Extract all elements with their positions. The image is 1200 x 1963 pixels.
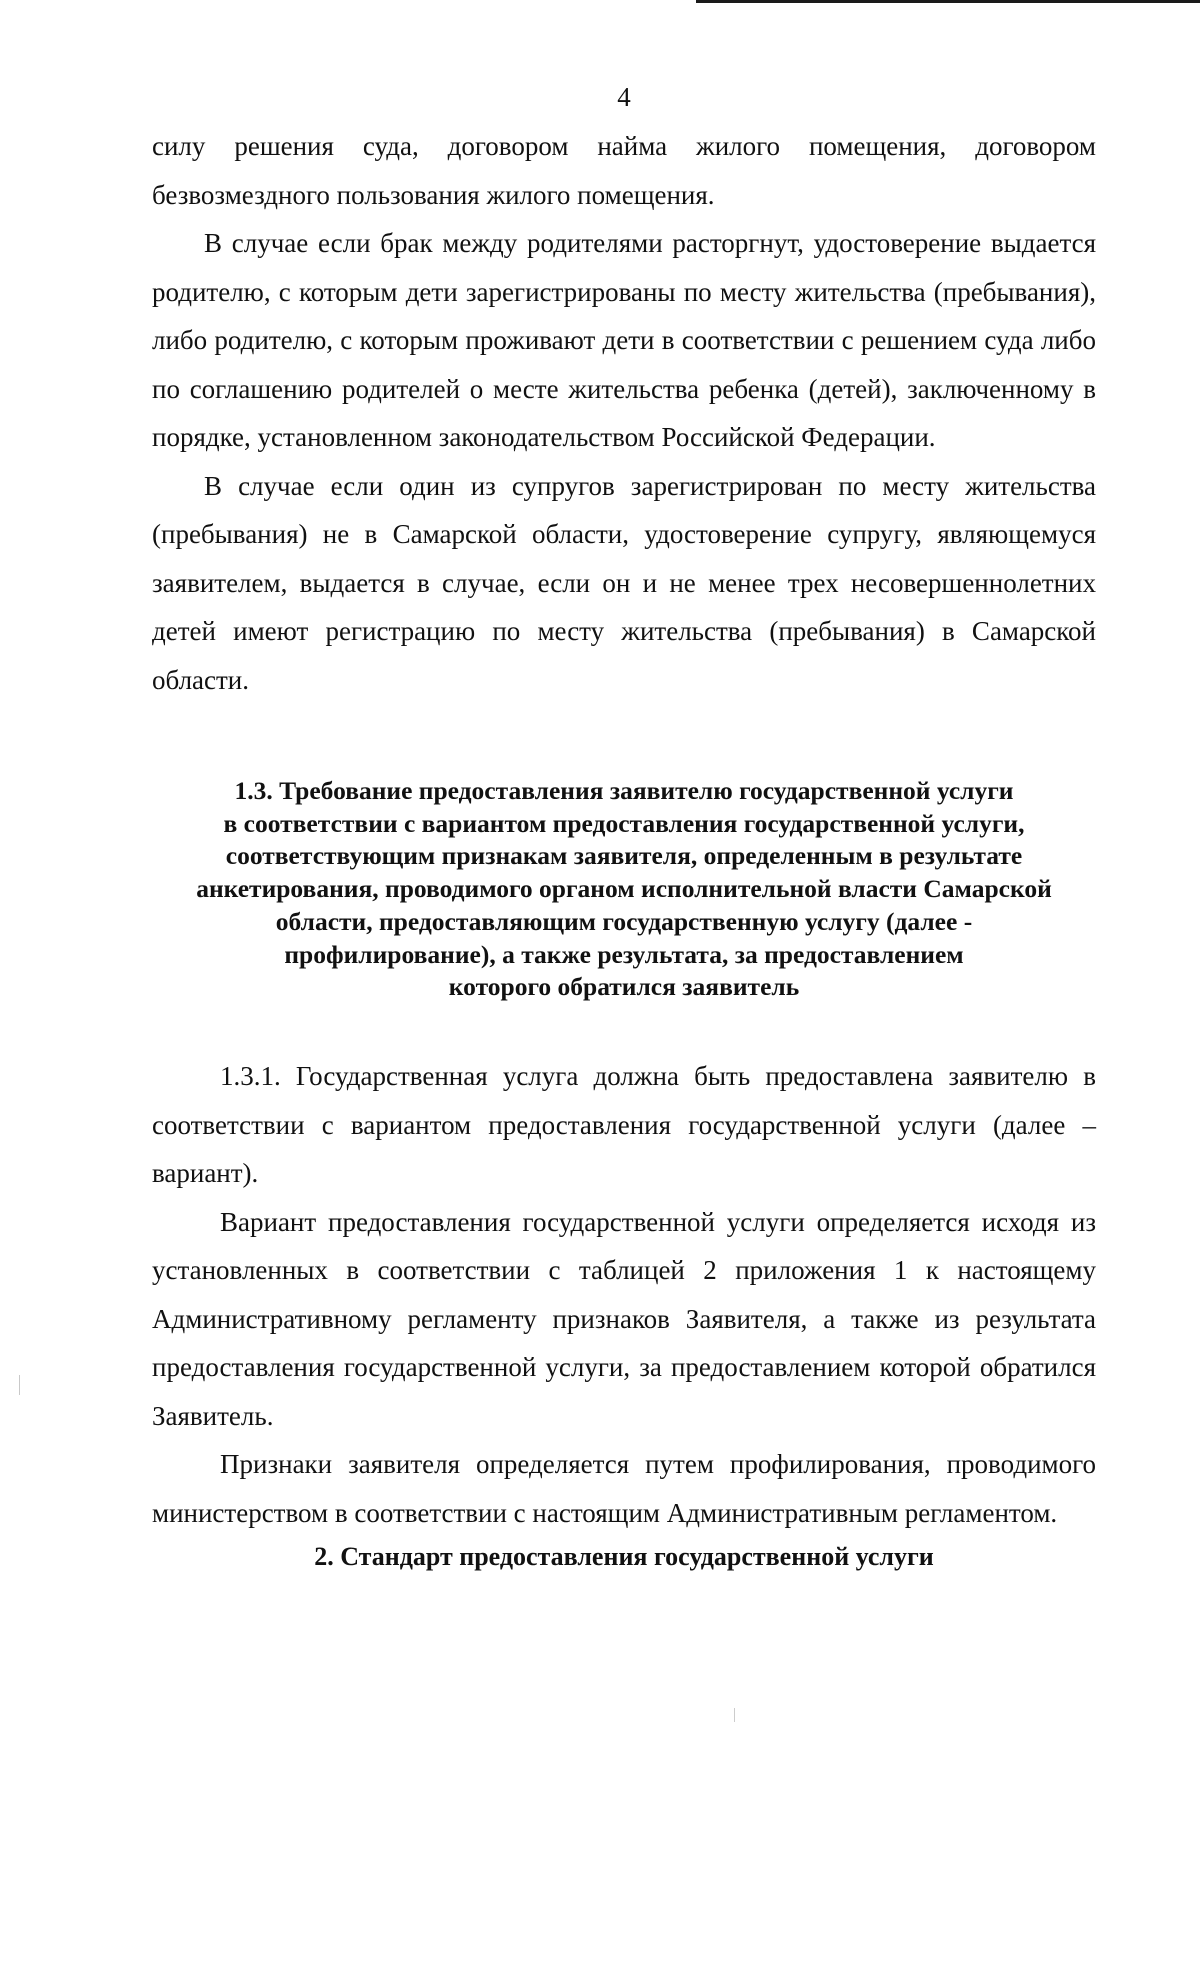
scan-artifact-mark xyxy=(19,1375,20,1395)
paragraph-divorce-case: В случае если брак между родителями расторгнут, удостоверение выдается родителю, с которым дети зарегистрированы по месту жительства (пребывания), либо родителю, с которым проживают дети в соответствии с решением суда либо по соглашению родителей о месте жительства ребенка (детей), заключенному в порядке, установленном законодательством Российской Федерации. xyxy=(152,228,1096,452)
heading-line: соответствующим признакам заявителя, определенным в результате xyxy=(225,841,1023,871)
heading-line: анкетирования, проводимого органом исполнительной власти Самарской xyxy=(196,874,1052,904)
section-heading-2: 2. Стандарт предоставления государственной услуги xyxy=(314,1542,934,1571)
heading-line: в соответствии с вариантом предоставления государственной услуги, xyxy=(223,808,1025,838)
heading-line: области, предоставляющим государственную услугу (далее - xyxy=(275,906,973,936)
paragraph-1-3-1: 1.3.1. Государственная услуга должна быть предоставлена заявителю в соответствии с вариантом предоставления государственной услуги (далее – вариант). xyxy=(152,1061,1096,1188)
scan-top-border-line xyxy=(696,0,1200,3)
section-1-3-text-block xyxy=(152,1052,1096,1537)
paragraph-variant-definition: Вариант предоставления государственной услуги определяется исходя из установленных в соответствии с таблицей 2 приложения 1 к настоящему Административному регламенту признаков Заявителя, а также из результата предоставления государственной услуги, за предоставлением которой обратился Заявитель. xyxy=(152,1206,1096,1431)
paragraph-spouse-registration: В случае если один из супругов зарегистрирован по месту жительства (пребывания) не в Самарской области, удостоверение супругу, являющемуся заявителем, выдается в случае, если он и не менее трех несовершеннолетних детей имеют регистрацию по месту жительства (пребывания) в Самарской области. xyxy=(152,470,1096,695)
heading-line: профилирование), а также результата, за предоставлением xyxy=(284,939,964,969)
section-heading-1-3 xyxy=(152,775,1096,1004)
heading-line: 1.3. Требование предоставления заявителю государственной услуги xyxy=(234,776,1014,805)
scan-artifact-mark xyxy=(734,1708,735,1722)
intro-text-block xyxy=(152,122,1096,704)
heading-line: которого обратился заявитель xyxy=(448,972,800,1002)
paragraph-continuation: силу решения суда, договором найма жилого помещения, договором безвозмездного пользования жилого помещения. xyxy=(152,131,1096,210)
paragraph-applicant-features: Признаки заявителя определяется путем профилирования, проводимого министерством в соответствии с настоящим Административным регламентом. xyxy=(152,1449,1096,1528)
page-number: 4 xyxy=(617,82,631,112)
